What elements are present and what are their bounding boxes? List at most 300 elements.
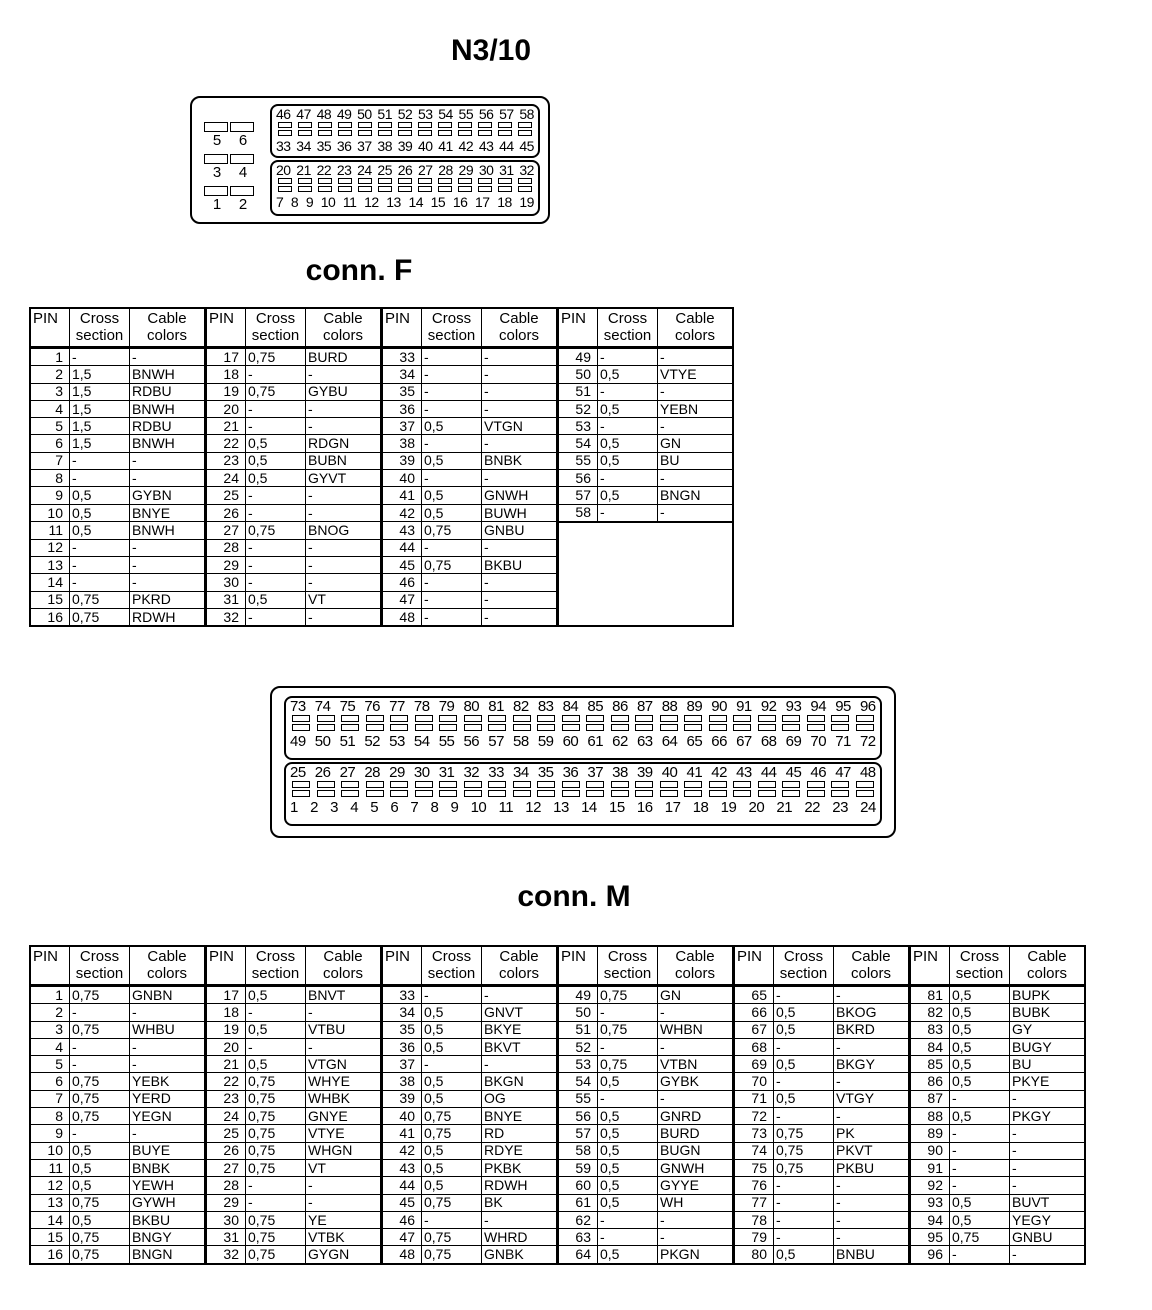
cross-section: 0,5	[598, 1073, 658, 1090]
table-row	[30, 1211, 1085, 1228]
pin-number: 45	[382, 557, 422, 574]
cross-section: 0,5	[422, 1004, 482, 1021]
cable-color: -	[306, 574, 382, 591]
conn-m-bottom-bottom-labels	[290, 799, 876, 816]
table-row	[30, 986, 1085, 1004]
cross-section: -	[70, 452, 130, 469]
cross-section: -	[774, 1194, 834, 1211]
table-row	[30, 1073, 1085, 1090]
pin-number: 19	[206, 383, 246, 400]
pin-slot	[418, 130, 432, 136]
pin-slot	[611, 715, 629, 722]
pin-slot	[338, 178, 352, 184]
cross-section: -	[246, 539, 306, 556]
cross-section: 0,75	[774, 1142, 834, 1159]
pin-label: 52	[397, 106, 413, 122]
pin-label: 73	[290, 698, 306, 715]
cable-color: -	[130, 452, 206, 469]
cross-section: -	[422, 1056, 482, 1073]
cross-section: 0,75	[70, 1229, 130, 1246]
pin-label: 56	[478, 106, 494, 122]
pin-label: 36	[562, 764, 579, 781]
cross-section: 0,75	[246, 383, 306, 400]
power-pin-slot	[204, 186, 228, 196]
pin-number: 8	[30, 470, 70, 487]
cross-section: 1,5	[70, 383, 130, 400]
cross-section: 0,5	[950, 1056, 1010, 1073]
table-row	[30, 1125, 1085, 1142]
pin-number: 6	[30, 1073, 70, 1090]
pin-label: 64	[661, 733, 678, 750]
cross-section: 0,75	[246, 1159, 306, 1176]
cable-color: -	[306, 1004, 382, 1021]
pin-number: 14	[30, 1211, 70, 1228]
cable-color: BKBU	[482, 557, 558, 574]
pin-label: 69	[785, 733, 802, 750]
cable-color: BNGY	[130, 1229, 206, 1246]
pin-label: 58	[513, 733, 529, 750]
pin-number: 1	[30, 986, 70, 1004]
pin-label: 2	[238, 196, 248, 213]
header-line: colors	[322, 965, 363, 982]
cable-color: BNGN	[130, 1246, 206, 1264]
pin-number: 17	[206, 986, 246, 1004]
header-line: colors	[322, 327, 363, 344]
header-line: Cross	[255, 310, 296, 327]
cable-colors-header	[834, 946, 910, 986]
cable-color: GYBU	[306, 383, 382, 400]
cross-section: 0,75	[70, 986, 130, 1004]
cable-color: PKVT	[834, 1142, 910, 1159]
pin-number: 73	[734, 1125, 774, 1142]
pin-slot	[611, 790, 629, 797]
cable-color: -	[1010, 1246, 1086, 1264]
cable-color: BNWH	[130, 435, 206, 452]
pin-label: 59	[537, 733, 554, 750]
pin-slot	[478, 178, 492, 184]
pin-slot	[464, 715, 482, 722]
pin-number: 32	[206, 1246, 246, 1264]
cable-color: -	[834, 1177, 910, 1194]
cross-section: 0,5	[422, 487, 482, 504]
pin-label: 15	[430, 194, 446, 210]
header-line: Cross	[79, 948, 120, 965]
pin-slot	[488, 715, 506, 722]
cross-section: 0,5	[246, 1021, 306, 1038]
pin-number: 2	[30, 366, 70, 383]
cable-color: GNRD	[658, 1108, 734, 1125]
pin-number: 66	[734, 1004, 774, 1021]
pin-number: 2	[30, 1004, 70, 1021]
pin-label: 38	[377, 138, 392, 154]
cross-section: -	[774, 1108, 834, 1125]
pin-label: 16	[452, 194, 468, 210]
pin-number: 42	[382, 504, 422, 522]
pin-slot	[562, 715, 580, 722]
cross-section: 0,75	[70, 1090, 130, 1107]
pin-label: 77	[389, 698, 405, 715]
cable-colors-header	[482, 308, 558, 348]
pin-slot	[378, 186, 392, 192]
pin-slot	[537, 781, 555, 788]
pin-header: PIN	[558, 946, 598, 986]
cable-color: BUYE	[130, 1142, 206, 1159]
pin-slot	[586, 781, 604, 788]
header-line: Cable	[1027, 948, 1067, 965]
cross-section: 0,5	[70, 1159, 130, 1176]
cross-section: -	[598, 1004, 658, 1021]
pin-number: 27	[206, 522, 246, 539]
pin-number: 90	[910, 1142, 950, 1159]
pin-slot	[438, 130, 452, 136]
pin-slot	[831, 781, 849, 788]
pin-slot	[498, 130, 512, 136]
pin-slot	[733, 790, 751, 797]
cross-section: -	[422, 1211, 482, 1228]
pin-number: 22	[206, 1073, 246, 1090]
pin-header: PIN	[30, 308, 70, 348]
pin-number: 68	[734, 1038, 774, 1055]
cable-color: -	[306, 418, 382, 435]
conn-m-pin-table	[29, 945, 1086, 1265]
cable-color: -	[482, 400, 558, 417]
cable-color: -	[658, 383, 734, 400]
pin-number: 48	[382, 608, 422, 626]
cross-section: -	[598, 1211, 658, 1228]
conn-m-top-top-labels	[290, 698, 876, 715]
cross-section: 0,5	[950, 1194, 1010, 1211]
cable-color: VTBK	[306, 1229, 382, 1246]
cable-color: VT	[306, 1159, 382, 1176]
pin-slot	[562, 790, 580, 797]
cable-color: BK	[482, 1194, 558, 1211]
cross-section: 0,75	[246, 522, 306, 539]
pin-slot	[464, 781, 482, 788]
pin-number: 48	[382, 1246, 422, 1264]
pin-number: 33	[382, 986, 422, 1004]
header-line: colors	[674, 965, 715, 982]
cross-section: -	[70, 557, 130, 574]
pin-number: 84	[910, 1038, 950, 1055]
pin-slot	[635, 715, 653, 722]
cable-color: GY	[1010, 1021, 1086, 1038]
pin-label: 23	[336, 162, 352, 178]
power-pin-slot	[204, 154, 228, 164]
pin-slot	[537, 715, 555, 722]
cross-section: -	[598, 1038, 658, 1055]
cable-color: BKOG	[834, 1004, 910, 1021]
cross-section: -	[246, 487, 306, 504]
pin-label: 51	[377, 106, 392, 122]
cable-colors-header	[658, 308, 734, 348]
cable-color: GYGN	[306, 1246, 382, 1264]
header-line: Cable	[147, 948, 187, 965]
pin-slot	[513, 781, 531, 788]
pin-label: 30	[478, 162, 494, 178]
cable-color: WHBN	[658, 1021, 734, 1038]
cable-color: GN	[658, 435, 734, 452]
pin-label: 16	[636, 799, 653, 816]
cross-section-header	[70, 946, 130, 986]
pin-number: 28	[206, 539, 246, 556]
pin-number: 5	[30, 1056, 70, 1073]
pin-label: 58	[519, 106, 534, 122]
cable-color: BUGY	[1010, 1038, 1086, 1055]
cable-color: -	[658, 1211, 734, 1228]
cable-color: BU	[1010, 1056, 1086, 1073]
pin-label: 47	[296, 106, 311, 122]
cross-section: 0,5	[422, 1142, 482, 1159]
table-row	[30, 400, 733, 417]
pin-number: 25	[206, 487, 246, 504]
cable-color: -	[130, 1125, 206, 1142]
cross-section: 0,5	[422, 418, 482, 435]
pin-number: 54	[558, 1073, 598, 1090]
cable-color: GN	[658, 986, 734, 1004]
cross-section: 0,75	[70, 1021, 130, 1038]
cable-color: GNBU	[1010, 1229, 1086, 1246]
conn-f-bottom-bottom-labels	[276, 194, 534, 210]
pin-number: 77	[734, 1194, 774, 1211]
pin-label: 44	[760, 764, 777, 781]
cable-colors-header	[306, 946, 382, 986]
cross-section: -	[774, 1211, 834, 1228]
cross-section: -	[70, 1056, 130, 1073]
table-row	[30, 1021, 1085, 1038]
cross-section: 0,5	[950, 1021, 1010, 1038]
pin-label: 45	[519, 138, 534, 154]
pin-slot	[415, 790, 433, 797]
power-pin-slots	[204, 122, 254, 132]
pin-label: 57	[488, 733, 504, 750]
pin-label: 81	[488, 698, 504, 715]
pin-label: 5	[370, 799, 379, 816]
cross-section: 0,75	[422, 1194, 482, 1211]
pin-number: 53	[558, 1056, 598, 1073]
pin-label: 54	[438, 106, 453, 122]
cable-color: VTYE	[658, 366, 734, 383]
cross-section: 0,5	[598, 1125, 658, 1142]
table-row	[30, 435, 733, 452]
table-row	[30, 1108, 1085, 1125]
pin-number: 18	[206, 1004, 246, 1021]
cross-section: 0,5	[422, 1038, 482, 1055]
pin-label: 36	[336, 138, 352, 154]
table-row	[30, 1004, 1085, 1021]
pin-number: 40	[382, 1108, 422, 1125]
header-line: Cross	[255, 948, 296, 965]
cable-color: BNBK	[482, 452, 558, 469]
pin-number: 61	[558, 1194, 598, 1211]
pin-label: 82	[513, 698, 529, 715]
cable-color: -	[306, 557, 382, 574]
cable-color: -	[1010, 1159, 1086, 1176]
conn-f-top-slot-row	[278, 130, 532, 136]
cable-color: GNBU	[482, 522, 558, 539]
cross-section: 0,75	[422, 1229, 482, 1246]
table-header-row	[30, 308, 733, 348]
cross-section: -	[246, 1194, 306, 1211]
pin-label: 2	[310, 799, 318, 816]
header-line: Cable	[499, 310, 539, 327]
header-line: colors	[850, 965, 891, 982]
pin-label: 7	[276, 194, 284, 210]
pin-label: 49	[336, 106, 352, 122]
pin-slot	[488, 781, 506, 788]
cross-section: 0,5	[598, 452, 658, 469]
pin-number: 13	[30, 1194, 70, 1211]
pin-number: 50	[558, 366, 598, 383]
pin-slot	[782, 781, 800, 788]
cable-color: BURD	[306, 348, 382, 366]
pin-slot	[298, 186, 312, 192]
pin-number: 76	[734, 1177, 774, 1194]
pin-label: 67	[736, 733, 752, 750]
cable-color: RDBU	[130, 383, 206, 400]
cable-color: BURD	[658, 1125, 734, 1142]
pin-slot	[488, 724, 506, 731]
pin-header: PIN	[910, 946, 950, 986]
cross-section: 0,75	[246, 1229, 306, 1246]
pin-slot	[498, 122, 512, 128]
cable-color: VTBU	[306, 1021, 382, 1038]
cross-section: -	[950, 1125, 1010, 1142]
pin-number: 16	[30, 1246, 70, 1264]
pin-number: 74	[734, 1142, 774, 1159]
cable-color: -	[306, 1038, 382, 1055]
cross-section: -	[598, 418, 658, 435]
pin-number: 81	[910, 986, 950, 1004]
pin-slot	[418, 186, 432, 192]
pin-slot	[292, 781, 310, 788]
table-row	[30, 366, 733, 383]
pin-slot	[733, 781, 751, 788]
cross-section: -	[246, 400, 306, 417]
cable-color: -	[834, 1194, 910, 1211]
pin-header: PIN	[558, 308, 598, 348]
cable-color: -	[658, 348, 734, 366]
cross-section: -	[70, 1004, 130, 1021]
pin-label: 32	[463, 764, 480, 781]
cable-color: YEBK	[130, 1073, 206, 1090]
pin-slot	[458, 122, 472, 128]
header-line: Cross	[431, 310, 472, 327]
pin-label: 51	[339, 733, 356, 750]
cable-color: VTGN	[306, 1056, 382, 1073]
power-pin-labels	[204, 132, 256, 149]
pin-label: 74	[314, 698, 331, 715]
pin-label: 21	[776, 799, 793, 816]
pin-label: 27	[417, 162, 433, 178]
header-line: Cable	[675, 310, 715, 327]
pin-slot	[458, 178, 472, 184]
pin-slot	[292, 724, 310, 731]
pin-label: 24	[860, 799, 876, 816]
pin-slot	[298, 178, 312, 184]
cable-color: -	[130, 539, 206, 556]
pin-label: 46	[810, 764, 827, 781]
pin-number: 43	[382, 522, 422, 539]
cable-color: RDGN	[306, 435, 382, 452]
pin-label: 61	[587, 733, 604, 750]
cross-section: 0,5	[598, 366, 658, 383]
pin-label: 14	[408, 194, 424, 210]
cross-section: 0,5	[422, 1021, 482, 1038]
pin-slot	[366, 781, 384, 788]
pin-number: 96	[910, 1246, 950, 1264]
header-line: section	[75, 327, 124, 344]
pin-slot	[398, 122, 412, 128]
pin-number: 3	[30, 383, 70, 400]
cable-color: -	[834, 1073, 910, 1090]
table-row	[30, 452, 733, 469]
cross-section: -	[774, 1177, 834, 1194]
cable-color: BKRD	[834, 1021, 910, 1038]
cable-color: VTBN	[658, 1056, 734, 1073]
cable-color: -	[482, 1056, 558, 1073]
cross-section: 0,5	[950, 1004, 1010, 1021]
pin-number: 54	[558, 435, 598, 452]
table-row	[30, 1194, 1085, 1211]
header-line: Cable	[851, 948, 891, 965]
pin-slot	[660, 724, 678, 731]
pin-label: 88	[661, 698, 678, 715]
cross-section: -	[950, 1177, 1010, 1194]
pin-label: 43	[478, 138, 494, 154]
pin-number: 93	[910, 1194, 950, 1211]
cross-section-header	[246, 946, 306, 986]
pin-number: 72	[734, 1108, 774, 1125]
table-row	[30, 383, 733, 400]
pin-number: 51	[558, 383, 598, 400]
cable-colors-header	[658, 946, 734, 986]
pin-slot	[398, 178, 412, 184]
header-line: section	[603, 327, 652, 344]
cable-color: VTGY	[834, 1090, 910, 1107]
pin-number: 24	[206, 470, 246, 487]
pin-slot	[733, 715, 751, 722]
cable-color: -	[130, 1038, 206, 1055]
pin-slot	[458, 186, 472, 192]
pin-label: 50	[357, 106, 372, 122]
pin-label: 54	[413, 733, 430, 750]
table-row	[30, 1090, 1085, 1107]
pin-slot	[782, 790, 800, 797]
cable-color: PK	[834, 1125, 910, 1142]
pin-slot	[415, 715, 433, 722]
conn-f-pin-table	[29, 307, 734, 627]
pin-number: 15	[30, 591, 70, 608]
pin-label: 18	[692, 799, 709, 816]
conn-f-top-block	[270, 104, 540, 158]
cross-section: -	[246, 1177, 306, 1194]
header-line: Cable	[147, 310, 187, 327]
pin-number: 41	[382, 487, 422, 504]
pin-slot	[318, 186, 332, 192]
pin-slot	[398, 130, 412, 136]
pin-number: 29	[206, 1194, 246, 1211]
pin-label: 35	[316, 138, 332, 154]
cable-color: BKVT	[482, 1038, 558, 1055]
header-line: colors	[498, 327, 539, 344]
pin-header: PIN	[382, 946, 422, 986]
cable-color: BKYE	[482, 1021, 558, 1038]
pin-label: 22	[804, 799, 821, 816]
cable-color: BUWH	[482, 504, 558, 522]
pin-label: 45	[785, 764, 802, 781]
pin-label: 38	[612, 764, 628, 781]
pin-label: 48	[859, 764, 876, 781]
